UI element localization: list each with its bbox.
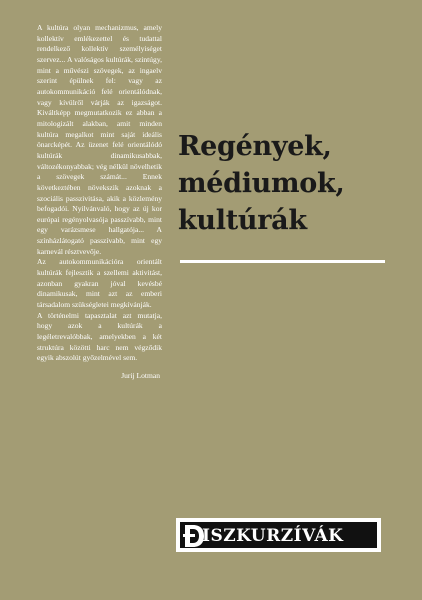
series-logo-plate [180, 522, 377, 548]
quote-attribution: Jurij Lotman [121, 371, 160, 380]
quote-paragraph-2: Az autokommunikációra orientált kultúrák fejlesztik a szellemi aktivitást, azonban gyakran jóval kevésbé dinamikusak, mint azt az emberi társadalom szükségletei megkívánják. [37, 257, 162, 310]
title-line-2: médiumok, [178, 168, 345, 199]
series-logo-text: ISZKURZÍVÁK [202, 526, 344, 546]
title-line-3: kultúrák [178, 205, 307, 236]
epigraph-quote [37, 23, 162, 382]
series-logo [176, 518, 381, 552]
quote-paragraph-1: A kultúra olyan mechanizmus, amely kollektív emlékezettel és tudattal rendelkező kollektív személyiséget szervez... A valóságos kultúrák, szintúgy, mint a művészi szövegek, az ingaelv szerint épülnek fel: vagy az autokommunikáció felé orientálódnak, vagy kívülről várják az igazságot. Kiváltképp megmutatkozik ez abban a mitologizált alakban, amit minden kultúra megalkot mint saját ideális önarcképét. Az üzenet felé orientálódó kultúrák dinamikusabbak, változékonyabbak; vég nélkül növelhetik a szövegek számát... Ennek következtében növekszik azoknak a szociális passzivitása, akik a közlemény befogadói. Nyilvánvaló, hogy az új kor európai regényolvasója passzívabb, mint egy varázsmese hallgatója... A színházlátogató passzívabb, mint egy karnevál résztvevője. [37, 23, 162, 256]
title-line-1: Regények, [178, 131, 332, 162]
book-title [178, 128, 408, 239]
quote-paragraph-3: A történelmi tapasztalat azt mutatja, hogy azok a kultúrák a legéletrevalóbbak, amelyekben a két struktúra közötti harc nem végződik egyik abszolút győzelmével sem. [37, 310, 162, 363]
title-divider [180, 260, 385, 263]
